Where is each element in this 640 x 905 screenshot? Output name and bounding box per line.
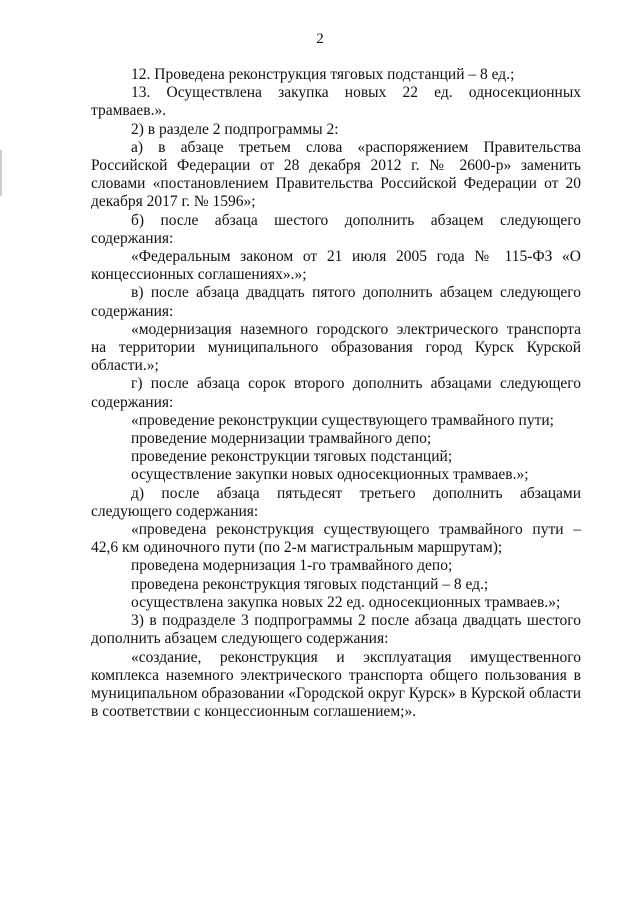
- paragraph-g: г) после абзаца сорок второго дополнить абзацами следующего содержания:: [91, 375, 581, 411]
- paragraph-trams-result: осуществлена закупка новых 22 ед. односекционных трамваев.»;: [131, 593, 561, 611]
- paragraph-a: а) в абзаце третьем слова «распоряжением Правительства Российской Федерации от 28 декабря 2012 г. № 2600-р» заменить словами «постановлением Правительства Российской Федерации от 20 декабря 2017 г. № 1596»;: [91, 138, 581, 211]
- paragraph-reconstruction-substations: проведение реконструкции тяговых подстанций;: [131, 448, 453, 466]
- paragraph-item-12: 12. Проведена реконструкция тяговых подстанций – 8 ед.;: [131, 66, 515, 83]
- paragraph-federal-law: «Федеральным законом от 21 июля 2005 года № 115-ФЗ «О концессионных соглашениях».»;: [91, 248, 581, 284]
- paragraph-modernization-depot: проведение модернизации трамвайного депо;: [131, 430, 432, 448]
- paragraph-substations-result: проведена реконструкция тяговых подстанций – 8 ед.;: [131, 575, 489, 593]
- paragraph-b: б) после абзаца шестого дополнить абзацем следующего содержания:: [91, 211, 581, 247]
- paragraph-section-2: 2) в разделе 2 подпрограммы 2:: [131, 120, 339, 138]
- paragraph-purchase-trams: осуществление закупки новых односекционных трамваев.»;: [131, 466, 529, 484]
- document-body: [91, 66, 581, 721]
- paragraph-item-13: 13. Осуществлена закупка новых 22 ед. односекционных трамваев.».: [91, 84, 581, 120]
- paragraph-d: д) после абзаца пятьдесят третьего дополнить абзацами следующего содержания:: [91, 484, 581, 520]
- paragraph-reconstruction-track: «проведение реконструкции существующего трамвайного пути;: [131, 411, 554, 429]
- scan-edge-mark: [0, 150, 2, 196]
- paragraph-section-3: 3) в подразделе 3 подпрограммы 2 после абзаца двадцать шестого дополнить абзацем следующего содержания:: [91, 612, 581, 648]
- page-number: 2: [316, 31, 324, 47]
- paragraph-concession: «создание, реконструкция и эксплуатация имущественного комплекса наземного электрического транспорта общего пользования в муниципальном образовании «Городской округ Курск» в Курской области в соответствии с концессионным соглашением;».: [91, 648, 581, 721]
- paragraph-v: в) после абзаца двадцать пятого дополнить абзацем следующего содержания:: [91, 284, 581, 320]
- paragraph-depot-result: проведена модернизация 1-го трамвайного депо;: [131, 557, 453, 575]
- paragraph-modernization: «модернизация наземного городского электрического транспорта на территории муниципального образования город Курск Курской области.»;: [91, 320, 581, 375]
- paragraph-track-result: «проведена реконструкция существующего трамвайного пути – 42,6 км одиночного пути (по 2-м магистральным маршрутам);: [91, 521, 581, 557]
